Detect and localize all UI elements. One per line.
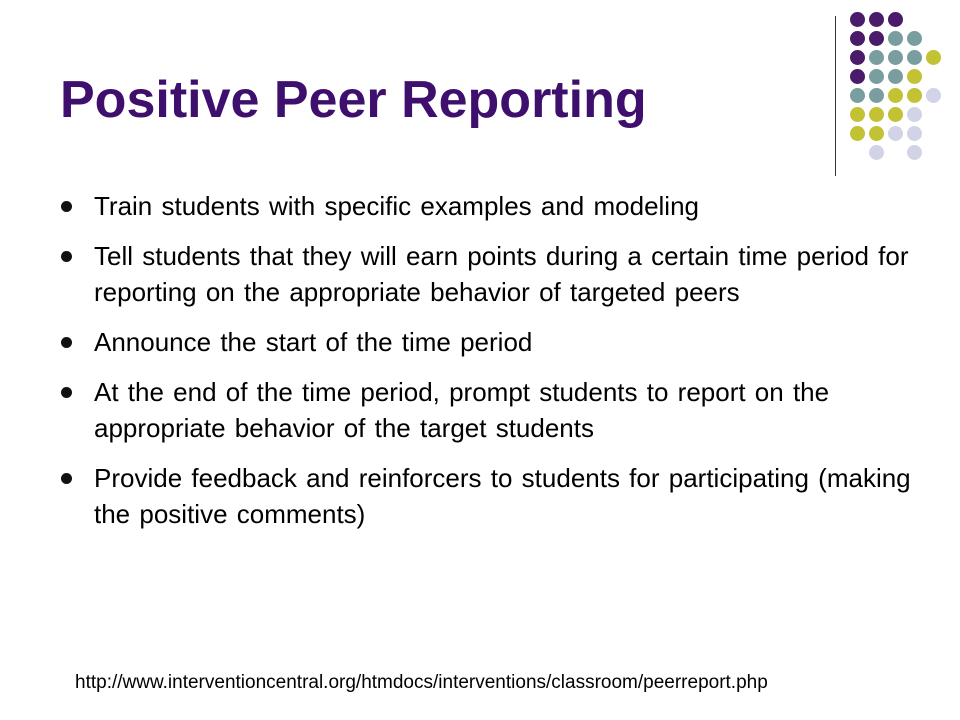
decorative-dot xyxy=(850,12,865,27)
decorative-dot xyxy=(926,50,941,65)
decorative-dot xyxy=(869,126,884,141)
source-url-link[interactable]: http://www.interventioncentral.org/htmdocs/interventions/classroom/peerreport.php xyxy=(75,672,768,693)
decorative-dot xyxy=(907,50,922,65)
bullet-item xyxy=(60,324,920,360)
bullet-dot-icon xyxy=(61,473,72,484)
decorative-dot xyxy=(907,31,922,46)
slide-title: Positive Peer Reporting xyxy=(60,71,647,129)
decorative-dot xyxy=(888,126,903,141)
bullet-text: Tell students that they will earn points during a certain time period for reporting on the appropriate behavior of targeted peers xyxy=(94,241,909,307)
decorative-dot xyxy=(907,69,922,84)
bullet-dot-icon xyxy=(61,201,72,212)
decorative-dot xyxy=(907,145,922,160)
bullet-dot-icon xyxy=(61,251,72,262)
decorative-dot xyxy=(850,69,865,84)
decorative-dot xyxy=(869,31,884,46)
decorative-dot xyxy=(869,50,884,65)
decorative-dot xyxy=(888,31,903,46)
decorative-dot xyxy=(888,50,903,65)
decorative-dot xyxy=(907,88,922,103)
decorative-dot xyxy=(869,107,884,122)
decorative-dot xyxy=(926,88,941,103)
decorative-dot xyxy=(888,88,903,103)
decorative-dot xyxy=(850,88,865,103)
bullet-item xyxy=(60,238,920,310)
decorative-dot xyxy=(907,126,922,141)
decorative-dot xyxy=(888,107,903,122)
bullet-dot-icon xyxy=(61,387,72,398)
decorative-dot xyxy=(869,88,884,103)
decorative-dot xyxy=(888,69,903,84)
bullet-text: Provide feedback and reinforcers to students for participating (making the positive comments) xyxy=(94,463,911,529)
bullet-list xyxy=(60,188,920,546)
bullet-text: At the end of the time period, prompt students to report on the appropriate behavior of the target students xyxy=(94,377,830,443)
decorative-dot xyxy=(907,107,922,122)
bullet-dot-icon xyxy=(61,337,72,348)
decorative-dot xyxy=(850,50,865,65)
decorative-dot xyxy=(869,145,884,160)
decorative-dot xyxy=(888,12,903,27)
bullet-text: Train students with specific examples and modeling xyxy=(94,191,699,221)
decorative-dot xyxy=(850,107,865,122)
decorative-dot xyxy=(869,12,884,27)
bullet-item xyxy=(60,460,920,532)
decorative-dot-grid xyxy=(850,12,950,152)
bullet-item xyxy=(60,374,920,446)
decorative-dot xyxy=(850,126,865,141)
bullet-item xyxy=(60,188,920,224)
bullet-text: Announce the start of the time period xyxy=(94,327,533,357)
title-divider-line xyxy=(835,16,836,176)
decorative-dot xyxy=(850,31,865,46)
decorative-dot xyxy=(869,69,884,84)
